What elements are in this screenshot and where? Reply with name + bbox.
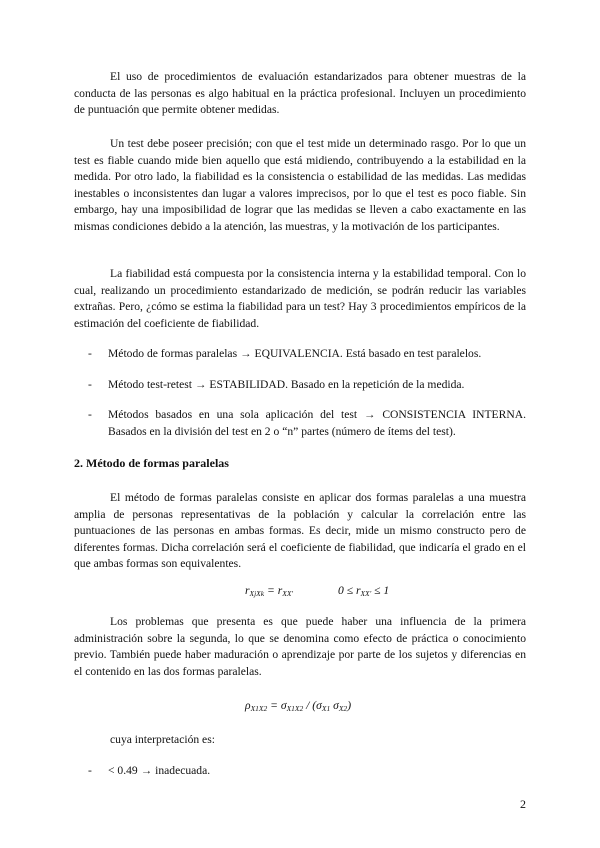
list-dash: -	[88, 378, 92, 391]
list-item-text: Método test-retest → ESTABILIDAD. Basado en la repetición de la medida.	[108, 378, 465, 391]
formula-reliability: $r_{XjXk} = r_{XX'}$	[245, 584, 294, 598]
formula-correlation: $\rho_{X1X2} = \sigma_{X1X2} / (\sigma_{X1}$ $\sigma_{X2}$)	[245, 699, 352, 713]
list-item-text: < 0.49 → inadecuada.	[108, 764, 211, 777]
list-dash: -	[88, 408, 92, 421]
page-number: 2	[520, 797, 526, 811]
paragraph-intro: El uso de procedimientos de evaluación estandarizados para obtener muestras de la conducta de las personas es algo habitual en la práctica profesional. Incluyen un procedimiento de puntuación que permite obtener medidas.	[74, 70, 526, 117]
list-dash: -	[88, 764, 92, 777]
paragraph-parallel-forms: El método de formas paralelas consiste en aplicar dos formas paralelas a una muestra amplia de personas representativas de la población y calcular la correlación entre las puntuaciones de las personas en ambas formas. Es decir, mide un mismo constructo pero de diferentes formas. Dicha correlación será el coeficiente de fiabilidad, que indicaría el grado en el que ambas formas son equivalentes.	[74, 491, 526, 571]
section-heading: 2. Método de formas paralelas	[74, 456, 229, 470]
list-dash: -	[88, 347, 92, 360]
paragraph-problems: Los problemas que presenta es que puede haber una influencia de la primera administración sobre la segunda, lo que se denomina como efecto de práctica o conocimiento previo. También puede haber maduración o aprendizaje por parte de los sujetos y diferencias en el contenido en las dos formas paralelas.	[74, 615, 526, 678]
list-item-text: Método de formas paralelas → EQUIVALENCIA. Está basado en test paralelos.	[108, 347, 482, 360]
list-item-text: Métodos basados en una sola aplicación del test → CONSISTENCIA INTERNA. Basados en la división del test en 2 o “n” partes (número de ítems del test).	[108, 408, 526, 438]
paragraph-reliability: La fiabilidad está compuesta por la consistencia interna y la estabilidad temporal. Con lo cual, realizando un procedimiento estandarizado de medición, se podrán reducir las variables extrañas. Pero, ¿cómo se estima la fiabilidad para un test? Hay 3 procedimientos empíricos de la estimación del coeficiente de fiabilidad.	[74, 267, 526, 330]
paragraph-precision: Un test debe poseer precisión; con que el test mide un determinado rasgo. Por lo que un test es fiable cuando mide bien aquello que está midiendo, contribuyendo a la estabilidad en la medida. Por otro lado, la fiabilidad es la consistencia o estabilidad de las medidas. Las medidas inestables o inconsistentes dan lugar a valores imprecisos, por lo que el test es poco fiable. Sin embargo, hay una imposibilidad de lograr que las medidas se lleven a cabo exactamente en las mismas condiciones debido a la atención, las muestras, y la motivación de los participantes.	[74, 137, 526, 233]
paragraph-interpretation: cuya interpretación es:	[110, 733, 215, 746]
formula-range: $0 \le r_{XX'} \le 1$	[338, 584, 390, 598]
